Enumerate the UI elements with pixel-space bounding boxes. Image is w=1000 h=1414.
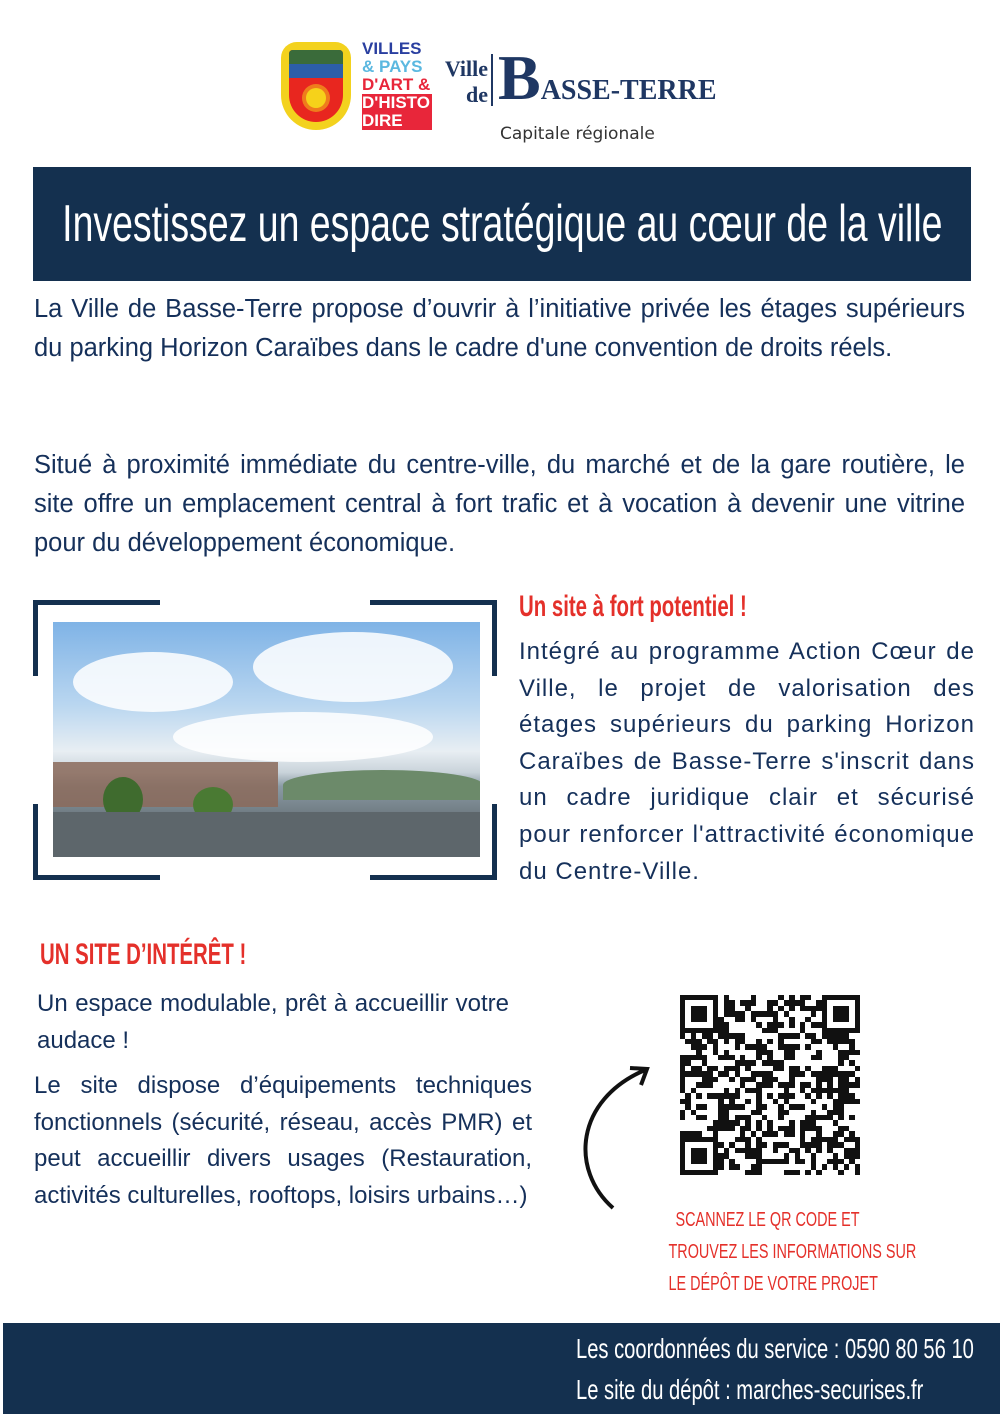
potential-heading: Un site à fort potentiel ! xyxy=(519,590,747,623)
interest-heading: UN SITE D’INTÉRÊT ! xyxy=(40,938,247,971)
villes-pays-art-histoire-logo xyxy=(362,40,432,132)
intro-paragraph-2: Situé à proximité immédiate du centre-ville, du marché et de la gare routière, le site offre un emplacement central à fort trafic et à vocation à devenir une vitrine pour du développement économique. xyxy=(34,451,965,557)
interest-text-1: Un espace modulable, prêt à accueillir votre audace ! xyxy=(37,990,509,1054)
qr-code[interactable] xyxy=(680,995,860,1175)
logo-divider xyxy=(491,54,493,106)
qr-caption-line: TROUVEZ LES INFORMATIONS SUR xyxy=(668,1241,917,1263)
deposit-site-link[interactable]: Le site du dépôt : marches-securises.fr xyxy=(576,1374,924,1405)
curved-arrow-icon xyxy=(575,1060,655,1215)
potential-text: Intégré au programme Action Cœur de Ville, le projet de valorisation des étages supérieurs du parking Horizon Caraïbes de Basse-Terre s'inscrit dans un cadre juridique clair et sécurisé pour renforcer l'attractivité économique du Centre-Ville. xyxy=(519,638,975,885)
footer xyxy=(3,1323,1000,1414)
qr-caption xyxy=(630,1204,917,1300)
tagline: Capitale régionale xyxy=(500,124,655,144)
logo-text: & PAYS xyxy=(362,57,423,76)
logo-text: VILLES xyxy=(362,40,422,58)
parking-photo xyxy=(53,622,480,857)
ville-de-text: Ville de xyxy=(444,56,488,107)
interest-text-2: Le site dispose d’équipements techniques fonctionnels (sécurité, réseau, accès PMR) et peut accueillir divers usages (Restauration, activités culturelles, rooftops, loisirs urbains…) xyxy=(34,1072,532,1209)
service-contact: Les coordonnées du service : 0590 80 56 10 xyxy=(576,1333,974,1364)
title-banner xyxy=(33,167,971,281)
intro-paragraph-1: La Ville de Basse-Terre propose d’ouvrir à l’initiative privée les étages supérieurs du parking Horizon Caraïbes dans le cadre d'une convention de droits réels. xyxy=(34,295,965,362)
qr-caption-line: SCANNEZ LE QR CODE ET xyxy=(675,1209,860,1231)
logo-text: DIRE xyxy=(362,112,432,130)
logo-text: D'HISTO xyxy=(362,94,432,112)
logo-text: D'ART & xyxy=(362,75,431,94)
qr-caption-line: LE DÉPÔT DE VOTRE PROJET xyxy=(668,1273,878,1295)
page-title: Investissez un espace stratégique au cœur de la ville xyxy=(61,195,943,253)
coat-of-arms-logo xyxy=(281,42,351,130)
basse-terre-logo: BASSE-TERRE xyxy=(498,42,717,113)
